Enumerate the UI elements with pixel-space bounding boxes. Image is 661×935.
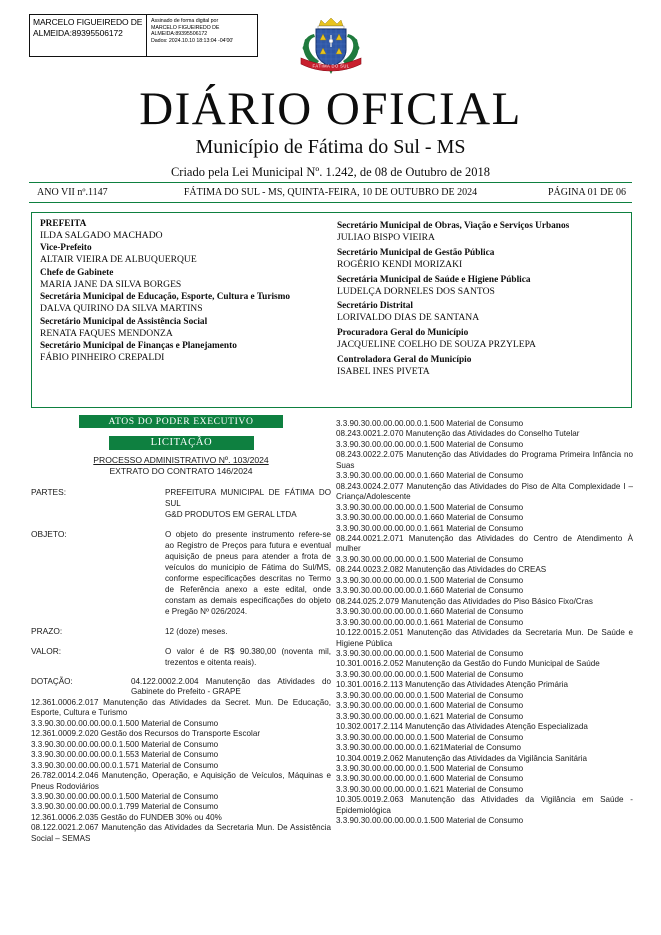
official-name: LUDELÇA DORNELES DOS SANTOS — [337, 285, 495, 297]
official-name: ROGÉRIO KENDI MORIZAKI — [337, 259, 463, 271]
budget-line: 08.243.0022.2.075 Manutenção das Atividades do Programa Primeira Infância no Suas — [336, 450, 633, 470]
field-prazo — [31, 626, 331, 637]
budget-line: 3.3.90.30.00.00.00.00.0.1.661 Material de Consumo — [336, 617, 524, 627]
budget-line: 3.3.90.30.00.00.00.00.0.1.500 Material de Consumo — [336, 419, 524, 428]
official-name: LORIVALDO DIAS DE SANTANA — [337, 312, 480, 324]
official-name: ALTAIR VIEIRA DE ALBUQUERQUE — [40, 254, 197, 266]
official-role: Secretário Municipal de Finanças e Planejamento — [40, 340, 237, 351]
budget-line: 3.3.90.30.00.00.00.00.0.1.660 Material de Consumo — [336, 586, 524, 596]
field-partes — [31, 487, 331, 520]
digital-signature-stamp — [29, 14, 258, 57]
official-name: FÁBIO PINHEIRO CREPALDI — [40, 352, 165, 364]
official-role: Secretária Municipal de Educação, Esporte, Cultura e Turismo — [40, 292, 291, 303]
budget-line: 3.3.90.30.00.00.00.00.0.1.500 Material de Consumo — [336, 763, 524, 773]
field-objeto — [31, 529, 331, 617]
budget-line: 3.3.90.30.00.00.00.00.0.1.660 Material de Consumo — [336, 513, 524, 523]
official-name: RENATA FAQUES MENDONZA — [40, 327, 173, 339]
prazo-value: 12 (doze) meses. — [165, 627, 228, 636]
signature-detail-line-4: Dados: 2024.10.10 18:13:04 -04'00' — [151, 37, 234, 44]
official-name: ILDA SALGADO MACHADO — [40, 230, 163, 242]
budget-line: 3.3.90.30.00.00.00.00.0.1.660 Material de Consumo — [336, 471, 524, 481]
budget-line: 3.3.90.30.00.00.00.00.0.1.500 Material de Consumo — [336, 690, 524, 700]
budget-line: 10.301.0016.2.052 Manutenção da Gestão do Fundo Municipal de Saúde — [336, 659, 600, 669]
budget-line: 3.3.90.30.00.00.00.00.0.1.500 Material de Consumo — [31, 718, 219, 728]
signature-detail-line-2: MARCELO FIGUEIREDO DE — [151, 24, 220, 31]
budget-line: 3.3.90.30.00.00.00.00.0.1.500 Material de Consumo — [336, 502, 524, 512]
budget-line: 3.3.90.30.00.00.00.00.0.1.500 Material de Consumo — [31, 739, 219, 749]
official-role: Secretário Distrital — [337, 301, 413, 312]
official-name: ISABEL INES PIVETA — [337, 365, 430, 377]
edition-date: FÁTIMA DO SUL - MS, QUINTA-FEIRA, 10 DE OUTUBRO DE 2024 — [183, 187, 478, 198]
content-column-right — [336, 419, 633, 827]
processo-administrativo-number: PROCESSO ADMINISTRATIVO Nº. 103/2024 — [93, 455, 269, 465]
dotacao-first-value: 04.122.0002.2.004 Manutenção das Atividades do Gabinete do Prefeito - GRAPE — [131, 677, 331, 697]
official-role: Secretário Municipal de Assistência Social — [40, 316, 208, 327]
budget-line: 3.3.90.30.00.00.00.00.0.1.500 Material de Consumo — [336, 648, 524, 658]
budget-lines-left — [31, 698, 331, 844]
edition-info-bar — [29, 182, 632, 203]
official-role: Procuradora Geral do Município — [337, 328, 469, 339]
masthead-subtitle: Município de Fátima do Sul - MS — [195, 136, 466, 158]
budget-line: 3.3.90.30.00.00.00.00.0.1.500 Material de Consumo — [336, 669, 524, 679]
budget-line: 3.3.90.30.00.00.00.00.0.1.661 Material de Consumo — [336, 523, 524, 533]
budget-line: 3.3.90.30.00.00.00.00.0.1.500 Material de Consumo — [336, 439, 524, 449]
budget-line: 12.361.0009.2.020 Gestão dos Recursos do Transporte Escolar — [31, 729, 261, 739]
extrato-contrato-number: EXTRATO DO CONTRATO 146/2024 — [109, 466, 253, 476]
official-role: Controladora Geral do Município — [337, 354, 472, 365]
objeto-value: O objeto do presente instrumento refere-se ao Registro de Preços para futura e eventual aquisição de pneus para atender a frota de veículos do municipio de Fátima do Sul/MS, conforme especificações descritas no Termo de Referência anexo a este edital, onde constam as demais especificações do objeto e Pregão Nº 026/2024. — [165, 530, 331, 616]
budget-line: 3.3.90.30.00.00.00.00.0.1.621Material de Consumo — [336, 743, 521, 753]
coat-of-arms-icon — [297, 14, 365, 80]
budget-line: 26.782.0014.2.046 Manutenção, Operação, e Aquisição de Veículos, Máquinas e Pneus Rodoviários — [31, 771, 331, 791]
budget-line: 10.302.0017.2.114 Manutenção das Atividades Atenção Especializada — [336, 722, 588, 732]
budget-line: 3.3.90.30.00.00.00.00.0.1.553 Material de Consumo — [31, 750, 219, 760]
official-name: JULIAO BISPO VIEIRA — [337, 232, 435, 244]
valor-label: VALOR: — [31, 646, 62, 656]
budget-line: 08.244.0021.2.071 Manutenção das Atividades do Centro de Atendimento À mulher — [336, 533, 633, 554]
budget-line: 3.3.90.30.00.00.00.00.0.1.500 Material de Consumo — [336, 554, 524, 564]
budget-line: 08.243.0021.2.070 Manutenção das Atividades do Conselho Tutelar — [336, 429, 580, 439]
content-column-left — [31, 487, 331, 844]
page-number: PÁGINA 01 DE 06 — [547, 187, 626, 198]
signature-detail-line-3: ALMEIDA:89395506172 — [151, 31, 208, 38]
partes-value-line-2: G&D PRODUTOS EM GERAL LTDA — [165, 510, 297, 519]
official-role: Secretária Municipal de Saúde e Higiene Pública — [337, 274, 531, 285]
officials-column-left — [32, 213, 331, 407]
prazo-label: PRAZO: — [31, 626, 63, 636]
edition-year-number: ANO VII nº.1147 — [37, 187, 108, 198]
signature-name: MARCELO FIGUEIREDO DE ALMEIDA:89395506172 — [33, 17, 143, 38]
budget-line: 3.3.90.30.00.00.00.00.0.1.500 Material de Consumo — [336, 732, 524, 742]
partes-value — [165, 487, 331, 520]
budget-line: 10.301.0016.2.113 Manutenção das Atividades Atenção Primária — [336, 680, 569, 690]
masthead-law-line: Criado pela Lei Municipal Nº. 1.242, de 08 de Outubro de 2018 — [170, 165, 491, 179]
budget-line: 3.3.90.30.00.00.00.00.0.1.500 Material de Consumo — [31, 791, 219, 801]
processo-block — [31, 455, 331, 477]
section-header-licitacao: LICITAÇÃO — [109, 436, 254, 450]
section-header-atos-poder-executivo: ATOS DO PODER EXECUTIVO — [79, 415, 283, 428]
official-role: PREFEITA — [40, 219, 87, 229]
objeto-label: OBJETO: — [31, 529, 67, 539]
budget-line: 08.122.0021.2.067 Manutenção das Atividades da Secretaria Mun. De Assistência Social – SEMAS — [31, 823, 331, 843]
official-role: Vice-Prefeito — [40, 243, 92, 254]
signature-details — [147, 15, 257, 56]
budget-line: 3.3.90.30.00.00.00.00.0.1.799 Material de Consumo — [31, 802, 219, 812]
budget-line: 3.3.90.30.00.00.00.00.0.1.621 Material de Consumo — [336, 784, 524, 794]
budget-line: 3.3.90.30.00.00.00.00.0.1.571 Material de Consumo — [31, 760, 219, 770]
signature-detail-line-1: Assinado de forma digital por — [151, 18, 219, 24]
field-valor — [31, 646, 331, 668]
budget-line: 3.3.90.30.00.00.00.00.0.1.500 Material de Consumo — [336, 575, 524, 585]
budget-line: 10.304.0019.2.062 Manutenção das Atividades da Vigilância Sanitária — [336, 753, 587, 763]
budget-line: 08.243.0024.2.077 Manutenção das Atividades do Piso de Alta Complexidade I – Criança/Adolescente — [336, 481, 633, 502]
officials-box — [31, 212, 632, 408]
budget-line: 10.305.0019.2.063 Manutenção das Atividades da Vigilância em Saúde - Epidemiológica — [336, 795, 633, 815]
page-title: DIÁRIO OFICIAL — [139, 83, 522, 135]
partes-value-line-1: PREFEITURA MUNICIPAL DE FÁTIMA DO SUL — [165, 488, 331, 508]
official-role: Chefe de Gabinete — [40, 267, 114, 278]
budget-line: 10.122.0015.2.051 Manutenção das Atividades da Secretaria Mun. De Saúde e Higiene Pública — [336, 628, 633, 648]
budget-line: 08.244.025.2.079 Manutenção das Atividades do Piso Básico Fixo/Cras — [336, 596, 593, 606]
field-dotacao — [31, 677, 331, 698]
masthead — [0, 84, 661, 180]
official-role: Secretário Municipal de Gestão Pública — [337, 247, 495, 258]
official-name: MARIA JANE DA SILVA BORGES — [40, 278, 182, 290]
budget-line: 3.3.90.30.00.00.00.00.0.1.621 Material de Consumo — [336, 711, 524, 721]
budget-line: 3.3.90.30.00.00.00.00.0.1.600 Material de Consumo — [336, 774, 524, 784]
budget-line: 08.244.0023.2.082 Manutenção das Atividades do CREAS — [336, 565, 547, 575]
budget-line: 3.3.90.30.00.00.00.00.0.1.600 Material de Consumo — [336, 701, 524, 711]
budget-line: 3.3.90.30.00.00.00.00.0.1.500 Material de Consumo — [336, 816, 524, 826]
budget-line: 3.3.90.30.00.00.00.00.0.1.660 Material de Consumo — [336, 607, 524, 617]
budget-line: 12.361.0006.2.035 Gestão do FUNDEB 30% ou 40% — [31, 812, 222, 822]
officials-column-right — [331, 213, 631, 407]
budget-line: 12.361.0006.2.017 Manutenção das Atividades da Secret. Mun. De Educação, Esporte, Cultura e Turismo — [31, 697, 331, 718]
dotacao-label: DOTAÇÃO: — [31, 677, 73, 686]
official-name: DALVA QUIRINO DA SILVA MARTINS — [40, 303, 203, 315]
valor-value: O valor é de R$ 90.380,00 (noventa mil, trezentos e oitenta reais). — [165, 647, 331, 667]
svg-text:FÁTIMA DO SUL: FÁTIMA DO SUL — [312, 63, 350, 69]
partes-label: PARTES: — [31, 487, 67, 497]
official-name: JACQUELINE COELHO DE SOUZA PRZYLEPA — [337, 339, 536, 351]
official-role: Secretário Municipal de Obras, Viação e Serviços Urbanos — [337, 221, 570, 232]
